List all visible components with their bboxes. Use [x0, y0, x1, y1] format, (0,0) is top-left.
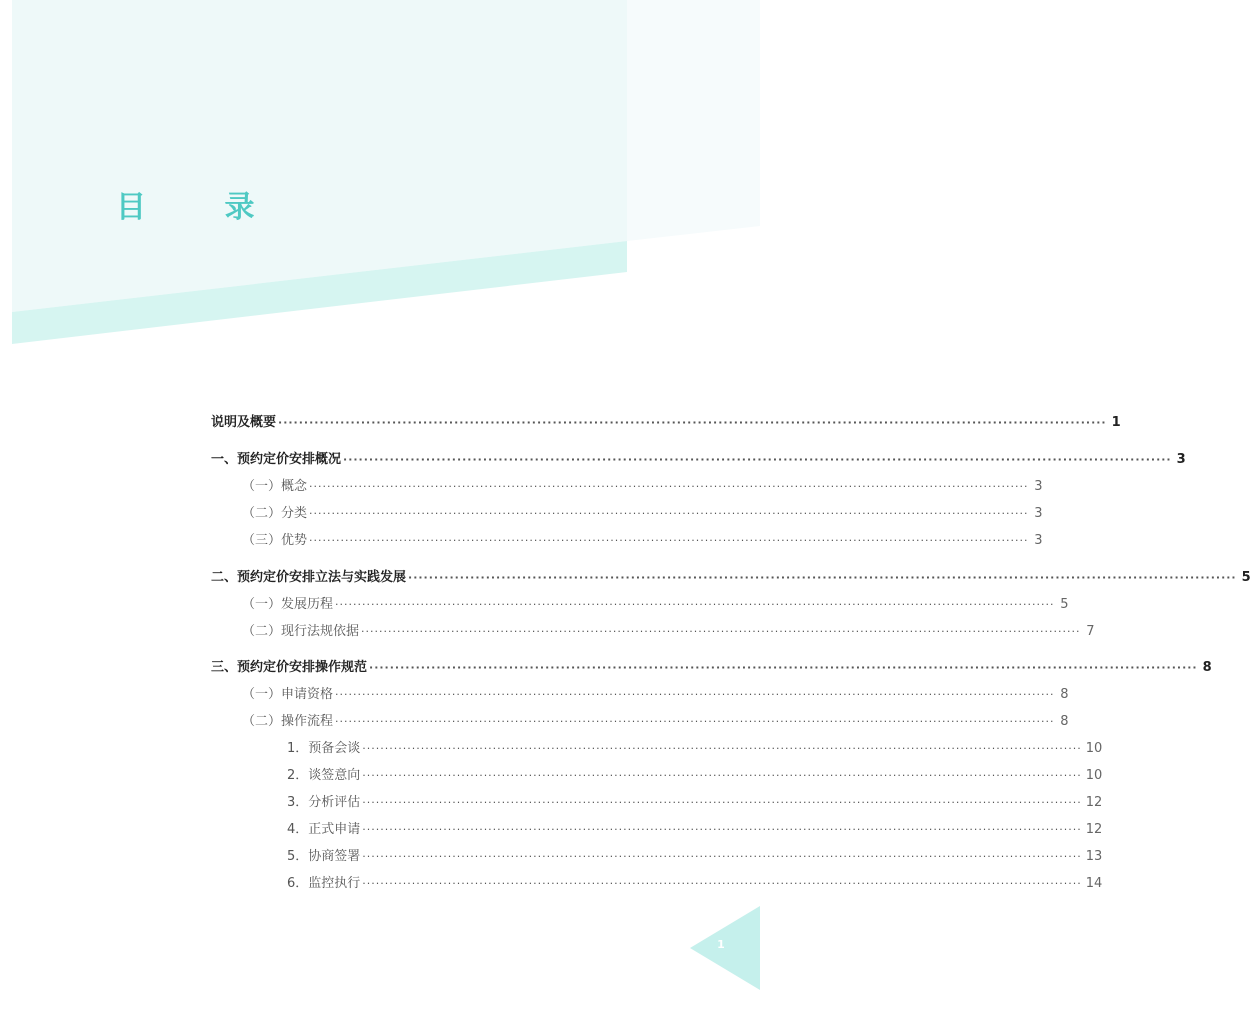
page-number: 1 — [717, 938, 725, 951]
toc-entry-label: 一、预约定价安排概况 — [211, 452, 342, 467]
toc-entry-label: （一）发展历程 — [242, 597, 334, 612]
toc-entry-label: 说明及概要 — [211, 415, 277, 430]
toc-leader-dots: ································································································································································ — [309, 480, 1029, 493]
toc-entry[interactable] — [287, 766, 1103, 786]
toc-entry-label: 二、预约定价安排立法与实践发展 — [211, 570, 407, 585]
toc-leader-dots: ································································································································································ — [362, 823, 1082, 836]
toc-entry-page: 8 — [1060, 714, 1069, 729]
toc-entry-page: 1 — [1111, 415, 1121, 430]
toc-entry-page: 5 — [1241, 570, 1251, 585]
toc-entry-page: 3 — [1176, 452, 1186, 467]
toc-entry-label: 6．监控执行 — [287, 876, 361, 891]
toc-leader-dots: ································································································································································ — [335, 715, 1055, 728]
toc-entry-page: 3 — [1034, 479, 1043, 494]
toc-entry-page: 3 — [1034, 533, 1043, 548]
toc-entry[interactable] — [211, 658, 1212, 678]
toc-entry-label: （一）概念 — [242, 479, 308, 494]
toc-entry[interactable] — [242, 712, 1069, 732]
toc-entry[interactable] — [211, 413, 1121, 433]
toc-entry[interactable] — [287, 847, 1103, 867]
toc-entry-page: 5 — [1060, 597, 1069, 612]
toc-entry-label: （二）现行法规依据 — [242, 624, 360, 639]
toc-leader-dots: ································································································································································ — [362, 850, 1082, 863]
toc-leader-dots: ································································································································································ — [362, 877, 1082, 890]
toc-entry-page: 7 — [1086, 624, 1095, 639]
toc-entry-label: 4．正式申请 — [287, 822, 361, 837]
toc-entry-page: 10 — [1085, 768, 1103, 783]
toc-leader-dots: ································································································································································ — [362, 796, 1082, 809]
toc-leader-dots: ································································································································································ — [362, 742, 1082, 755]
toc-entry[interactable] — [242, 622, 1095, 642]
toc-entry[interactable] — [242, 504, 1043, 524]
toc-entry[interactable] — [287, 820, 1103, 840]
toc-entry[interactable] — [242, 477, 1043, 497]
toc-leader-dots: ································································································································································ — [343, 453, 1172, 466]
toc-entry[interactable] — [287, 739, 1103, 759]
toc-entry[interactable] — [242, 685, 1069, 705]
toc-entry-page: 8 — [1060, 687, 1069, 702]
toc-entry[interactable] — [242, 531, 1043, 551]
toc-leader-dots: ································································································································································ — [309, 507, 1029, 520]
toc-entry-page: 8 — [1202, 660, 1212, 675]
toc-leader-dots: ································································································································································ — [362, 769, 1082, 782]
toc-entry-label: （三）优势 — [242, 533, 308, 548]
toc-entry[interactable] — [211, 568, 1251, 588]
toc-entry-label: 5．协商签署 — [287, 849, 361, 864]
toc-entry-page: 12 — [1085, 795, 1103, 810]
toc-entry-label: 2．谈签意向 — [287, 768, 361, 783]
toc-entry-label: （一）申请资格 — [242, 687, 334, 702]
toc-entry-page: 14 — [1085, 876, 1103, 891]
toc-entry[interactable] — [242, 595, 1069, 615]
toc-entry[interactable] — [211, 450, 1186, 470]
toc-leader-dots: ································································································································································ — [335, 688, 1055, 701]
toc-entry-page: 10 — [1085, 741, 1103, 756]
toc-entry-page: 3 — [1034, 506, 1043, 521]
page-title: 目 录 — [116, 190, 289, 225]
toc-leader-dots: ································································································································································ — [335, 598, 1055, 611]
toc-leader-dots: ································································································································································ — [309, 534, 1029, 547]
toc-entry-label: （二）分类 — [242, 506, 308, 521]
toc-leader-dots: ································································································································································ — [361, 625, 1081, 638]
toc-leader-dots: ································································································································································ — [278, 416, 1107, 429]
toc-entry-label: 1．预备会谈 — [287, 741, 361, 756]
toc-leader-dots: ································································································································································ — [369, 661, 1198, 674]
toc-entry-label: 三、预约定价安排操作规范 — [211, 660, 368, 675]
toc-entry-label: 3．分析评估 — [287, 795, 361, 810]
toc-leader-dots: ································································································································································ — [408, 571, 1237, 584]
toc-entry-page: 13 — [1085, 849, 1103, 864]
toc-entry[interactable] — [287, 874, 1103, 894]
toc-entry[interactable] — [287, 793, 1103, 813]
toc-entry-page: 12 — [1085, 822, 1103, 837]
toc-entry-label: （二）操作流程 — [242, 714, 334, 729]
